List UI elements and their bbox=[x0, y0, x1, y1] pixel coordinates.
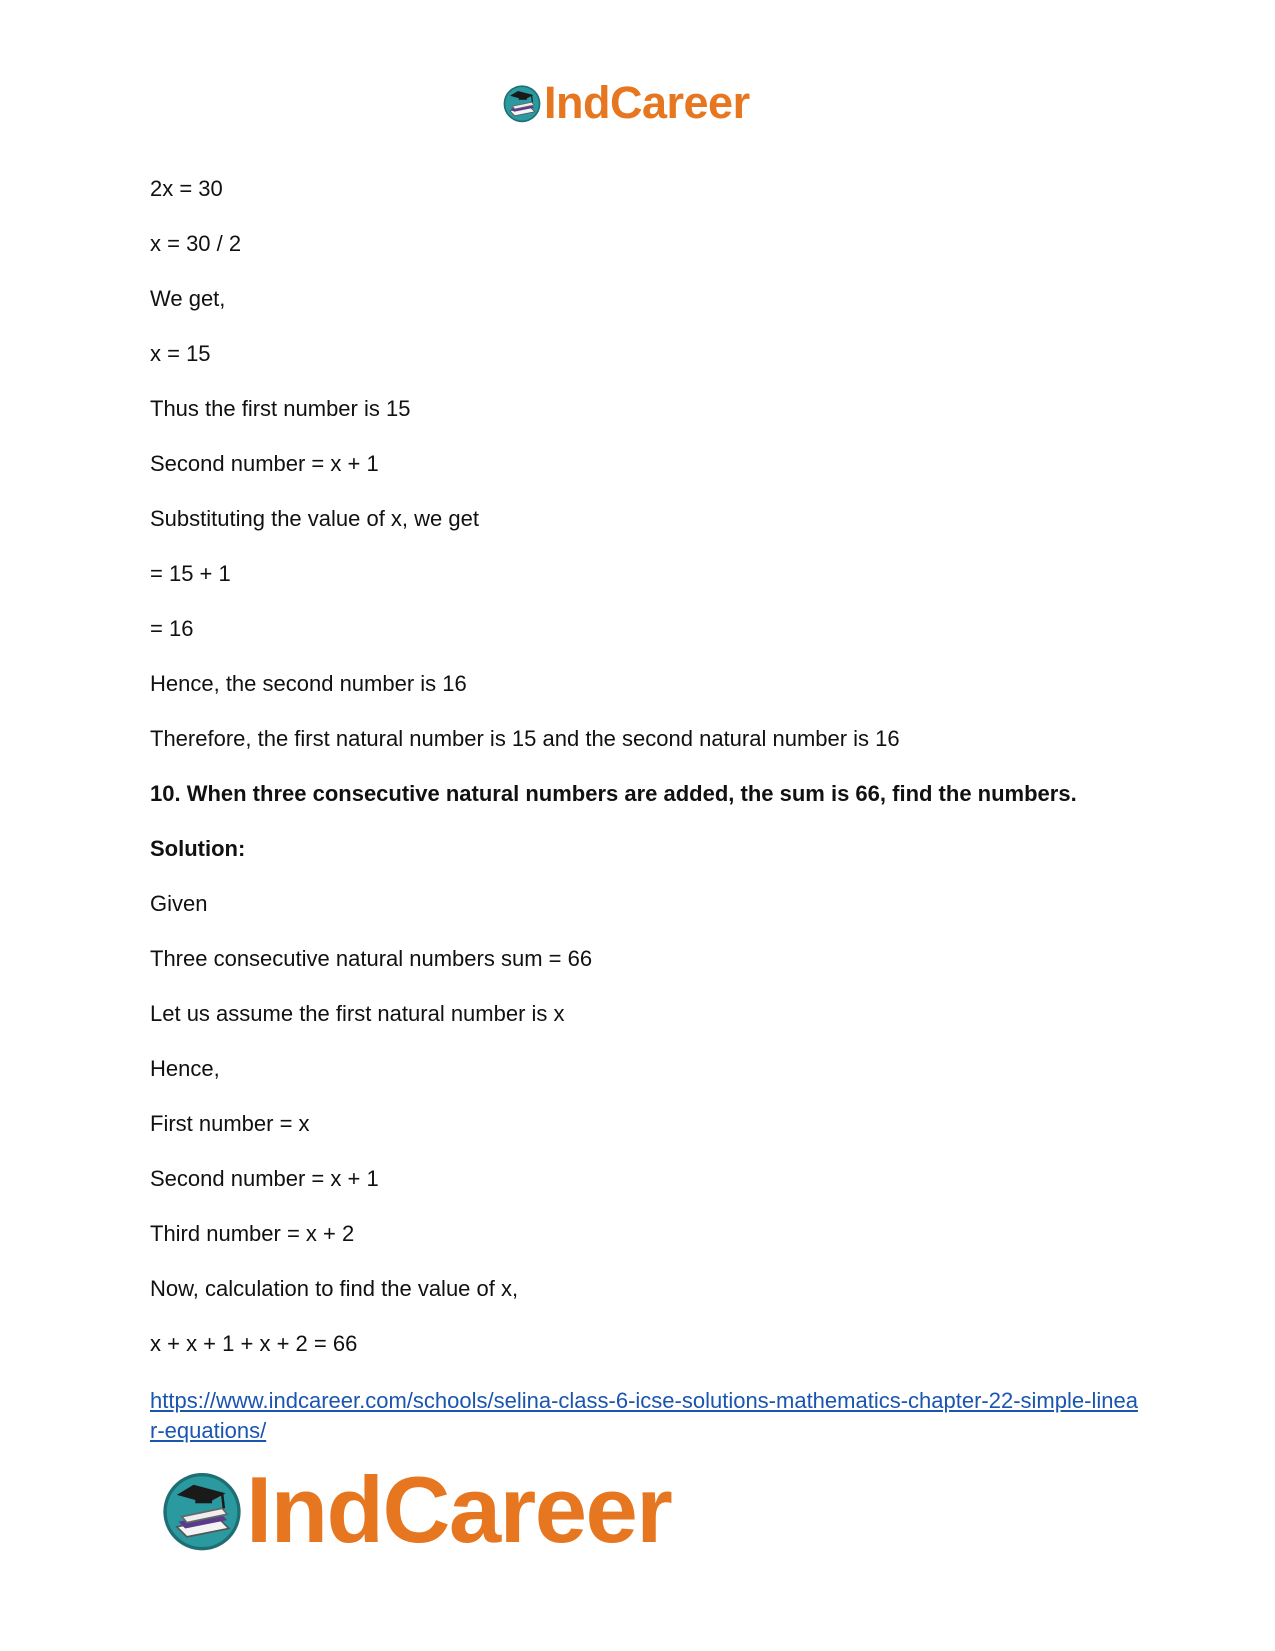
solution-line: Substituting the value of x, we get bbox=[150, 506, 479, 531]
solution-line: Now, calculation to find the value of x, bbox=[150, 1276, 519, 1301]
header-logo bbox=[502, 77, 750, 128]
solution-line: Given bbox=[150, 891, 208, 916]
solution-line: 2x = 30 bbox=[150, 176, 223, 201]
solution-line: Third number = x + 2 bbox=[150, 1221, 355, 1246]
graduation-globe-book-icon bbox=[502, 83, 542, 123]
solution-line: = 16 bbox=[150, 616, 194, 641]
solution-line: x + x + 1 + x + 2 = 66 bbox=[150, 1331, 358, 1356]
solution-line: x = 30 / 2 bbox=[150, 231, 242, 256]
question-text: 10. When three consecutive natural numbers are added, the sum is 66, find the numbers. bbox=[150, 781, 1077, 806]
solution-line: Let us assume the first natural number is x bbox=[150, 1001, 565, 1026]
solution-line: Second number = x + 1 bbox=[150, 1166, 379, 1191]
solution-line: Therefore, the first natural number is 15 and the second natural number is 16 bbox=[150, 726, 900, 751]
solution-line: x = 15 bbox=[150, 341, 211, 366]
solution-line: Second number = x + 1 bbox=[150, 451, 379, 476]
solution-line: Three consecutive natural numbers sum = 66 bbox=[150, 946, 593, 971]
solution-line: First number = x bbox=[150, 1111, 310, 1136]
graduation-globe-book-icon bbox=[160, 1468, 244, 1552]
source-link[interactable]: https://www.indcareer.com/schools/selina-class-6-icse-solutions-mathematics-chapter-22-simple-linear-equations/ bbox=[150, 1388, 1138, 1443]
question-text: Solution: bbox=[150, 836, 246, 861]
solution-line: = 15 + 1 bbox=[150, 561, 231, 586]
solution-line: We get, bbox=[150, 286, 226, 311]
footer-logo bbox=[160, 1457, 672, 1562]
solution-line: Hence, bbox=[150, 1056, 220, 1081]
brand-name: IndCareer bbox=[246, 1457, 672, 1562]
solution-content bbox=[150, 176, 1150, 1386]
solution-line: Thus the first number is 15 bbox=[150, 396, 411, 421]
brand-name: IndCareer bbox=[544, 77, 750, 128]
solution-line: Hence, the second number is 16 bbox=[150, 671, 467, 696]
